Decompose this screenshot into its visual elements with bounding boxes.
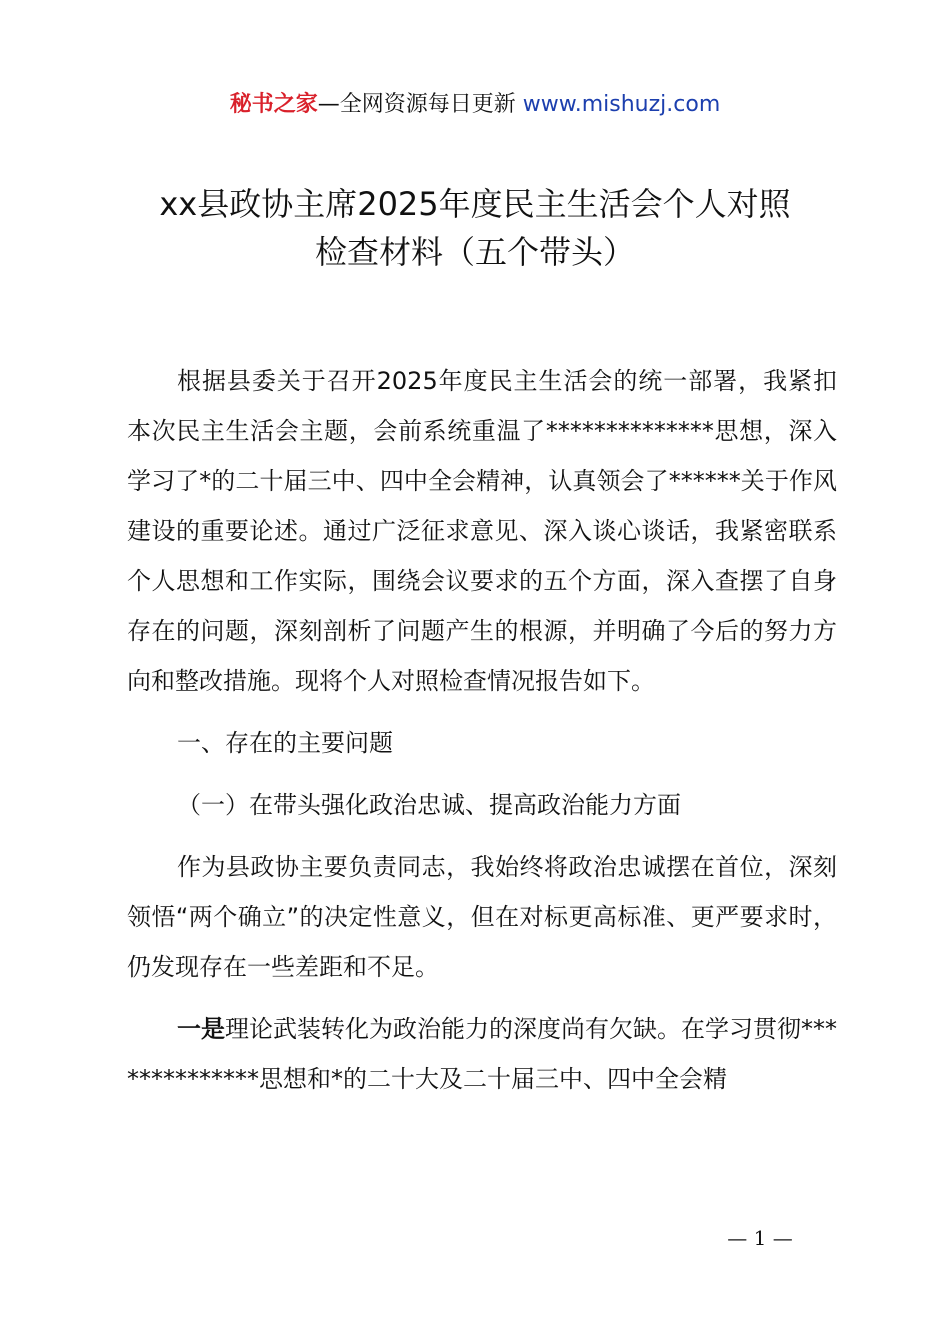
section-heading: 一、存在的主要问题 [177, 729, 393, 757]
document-body [127, 356, 837, 1104]
site-header [0, 86, 950, 124]
document-title-line-2: 检查材料（五个带头） [314, 233, 635, 271]
point-text: 理论武装转化为政治能力的深度尚有欠缺。在学习贯彻**************思想和*的二十大及二十届三中、四中全会精 [127, 1015, 837, 1093]
page-number: — 1 — [727, 1226, 793, 1250]
brand-name: 秘书之家 [229, 92, 318, 117]
point-lead: 一是 [177, 1015, 225, 1043]
subsection-heading: （一）在带头强化政治忠诚、提高政治能力方面 [177, 791, 681, 819]
point-paragraph [127, 1004, 837, 1104]
document-title-line-1: xx县政协主席2025年度民主生活会个人对照 [159, 185, 791, 223]
site-url-link[interactable]: www.mishuzj.com [522, 92, 721, 117]
header-slogan: —全网资源每日更新 [317, 92, 516, 117]
subsection-paragraph: 作为县政协主要负责同志，我始终将政治忠诚摆在首位，深刻领悟“两个确立”的决定性意义，但在对标更高标准、更严要求时，仍发现存在一些差距和不足。 [127, 853, 837, 981]
intro-paragraph: 根据县委关于召开2025年度民主生活会的统一部署，我紧扣本次民主生活会主题，会前系统重温了**************思想，深入学习了*的二十届三中、四中全会精神，认真领会了******关于作风建设的重要论述。通过广泛征求意见、深入谈心谈话，我紧密联系个人思想和工作实际，围绕会议要求的五个方面，深入查摆了自身存在的问题，深刻剖析了问题产生的根源，并明确了今后的努力方向和整改措施。现将个人对照检查情况报告如下。 [127, 367, 837, 695]
document-title [100, 180, 850, 276]
